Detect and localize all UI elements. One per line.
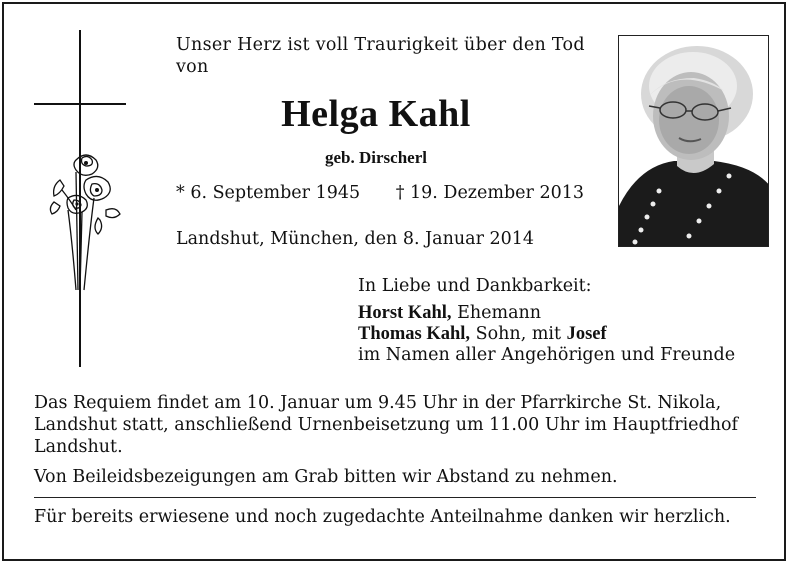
mourner-relation: Ehemann bbox=[451, 303, 542, 323]
condolence-request: Von Beileidsbezeigungen am Grab bitten wir Abstand zu nehmen. bbox=[34, 467, 618, 487]
maiden-name: geb. Dirscherl bbox=[325, 148, 427, 167]
divider-line bbox=[34, 497, 756, 498]
mourner-husband bbox=[358, 303, 735, 324]
place-and-date: Landshut, München, den 8. Januar 2014 bbox=[176, 229, 535, 249]
portrait-photo bbox=[618, 35, 769, 247]
mourner-name: Horst Kahl, bbox=[358, 303, 452, 323]
thanks-heading: In Liebe und Dankbarkeit: bbox=[358, 276, 592, 296]
mourner-son bbox=[358, 324, 735, 345]
mourner-extra-name: Josef bbox=[566, 324, 607, 344]
requiem-text: Das Requiem findet am 10. Januar um 9.45 Uhr in der Pfarrkirche St. Nikola, Landshut statt, anschließend Urnenbeisetzung um 11.00 Uhr im Hauptfriedhof Landshut. bbox=[34, 393, 739, 457]
mourner-relation: Sohn, mit bbox=[470, 324, 567, 344]
cross-horizontal-bar bbox=[34, 103, 126, 105]
intro-text: Unser Herz ist voll Traurigkeit über den Tod von bbox=[176, 35, 585, 77]
mourner-name: Thomas Kahl, bbox=[358, 324, 471, 344]
life-dates bbox=[176, 183, 584, 203]
deceased-name: Helga Kahl bbox=[281, 93, 471, 135]
closing-thanks: Für bereits erwiesene und noch zugedachte Anteilnahme danken wir herzlich. bbox=[34, 507, 731, 527]
family-line: im Namen aller Angehörigen und Freunde bbox=[358, 345, 736, 365]
mourners-block bbox=[358, 276, 735, 366]
birth-date: * 6. September 1945 bbox=[176, 183, 361, 203]
rose-bouquet-icon bbox=[46, 140, 126, 300]
death-date: † 19. Dezember 2013 bbox=[395, 183, 585, 203]
